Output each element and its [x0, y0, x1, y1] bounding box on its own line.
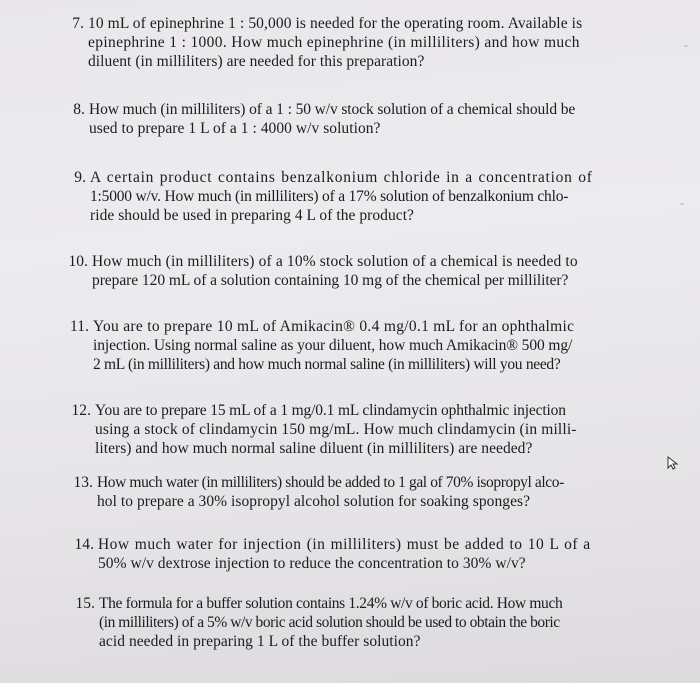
problem-number: 11. — [70, 318, 89, 335]
problem-line: 2 mL (in milliliters) and how much normal saline (in milliliters) will you need? — [93, 356, 561, 373]
problem-line: The formula for a buffer solution contains 1.24% w/v of boric acid. How much — [99, 595, 563, 612]
problem-line: injection. Using normal saline as your diluent, how much Amikacin® 500 mg/ — [93, 337, 573, 354]
problem-line: using a stock of clindamycin 150 mg/mL. How much clindamycin (in milli- — [95, 421, 577, 438]
problem-line: 1:5000 w/v. How much (in milliliters) of a 17% solution of benzalkonium chlo- — [90, 188, 569, 205]
problem-line: prepare 120 mL of a solution containing 10 mg of the chemical per milliliter? — [92, 272, 569, 289]
problem-number: 9. — [74, 169, 86, 186]
margin-mark: - — [680, 196, 684, 210]
problem-line: How much (in milliliters) of a 1 : 50 w/v stock solution of a chemical should be — [89, 101, 576, 118]
problem-line: hol to prepare a 30% isopropyl alcohol solution for soaking sponges? — [97, 493, 531, 510]
problem-line: epinephrine 1 : 1000. How much epinephrine (in milliliters) and how much — [88, 34, 580, 51]
problem-line: How much water (in milliliters) should be added to 1 gal of 70% isopropyl alco- — [97, 474, 564, 491]
problem-line: (in milliliters) of a 5% w/v boric acid solution should be used to obtain the boric — [99, 614, 560, 631]
problem-number: 15. — [75, 595, 95, 612]
problem-number: 7. — [72, 15, 84, 32]
problem-number: 12. — [71, 402, 91, 419]
problem-line: 50% w/v dextrose injection to reduce the concentration to 30% w/v? — [98, 555, 526, 572]
problem-number: 10. — [68, 253, 88, 270]
mouse-cursor-icon — [665, 455, 681, 471]
problem-line: How much (in milliliters) of a 10% stock solution of a chemical is needed to — [92, 253, 578, 270]
margin-mark: - — [684, 38, 688, 52]
problem-number: 14. — [74, 536, 94, 553]
problem-line: liters) and how much normal saline diluent (in milliliters) are needed? — [95, 440, 533, 457]
problem-line: You are to prepare 15 mL of a 1 mg/0.1 mL clindamycin ophthalmic injection — [95, 402, 566, 419]
problem-line: 10 mL of epinephrine 1 : 50,000 is needed for the operating room. Available is — [88, 15, 583, 32]
problem-line: A certain product contains benzalkonium chloride in a concentration of — [90, 169, 593, 186]
problem-number: 13. — [73, 474, 93, 491]
problem-line: How much water for injection (in milliliters) must be added to 10 L of a — [98, 536, 591, 553]
problem-line: used to prepare 1 L of a 1 : 4000 w/v solution? — [89, 120, 381, 137]
problem-line: diluent (in milliliters) are needed for this preparation? — [88, 53, 425, 70]
problem-number: 8. — [73, 101, 85, 118]
problem-line: acid needed in preparing 1 L of the buffer solution? — [99, 633, 421, 650]
problem-line: ride should be used in preparing 4 L of the product? — [90, 207, 414, 224]
problem-line: You are to prepare 10 mL of Amikacin® 0.4 mg/0.1 mL for an ophthalmic — [93, 318, 575, 335]
